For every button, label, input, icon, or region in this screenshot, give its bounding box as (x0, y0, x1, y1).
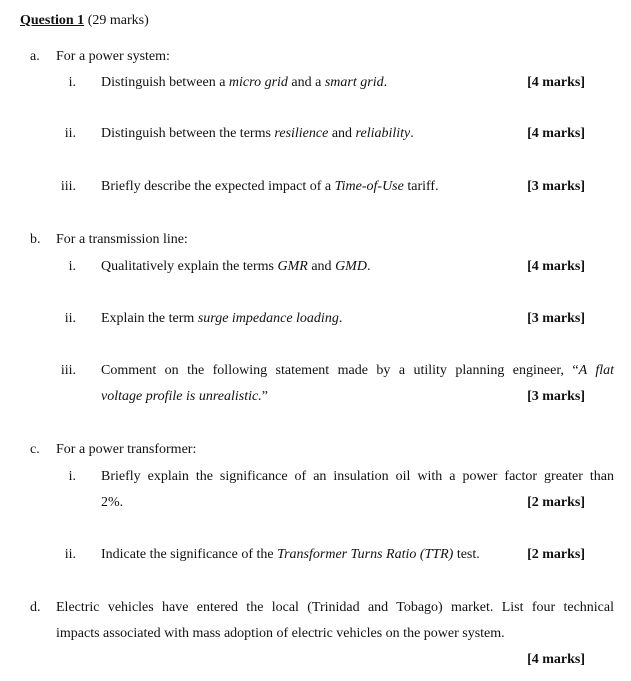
a-i-number: i. (68, 75, 76, 90)
b-iii-marks: [3 marks] (527, 389, 585, 404)
b-iii-text-line2: voltage profile is unrealistic.” (101, 389, 268, 404)
a-iii-text: Briefly describe the expected impact of a Time-of-Use tariff. (101, 179, 439, 194)
b-iii-text-line1: Comment on the following statement made by a utility planning engineer, “A flat (101, 363, 615, 378)
question-heading: Question 1 (20, 13, 85, 28)
b-i-text: Qualitatively explain the terms GMR and GMD. (101, 259, 371, 274)
section-c-label: c. (30, 442, 40, 457)
c-i-text-line2: 2%. (101, 495, 124, 510)
b-iii-number: iii. (60, 363, 76, 378)
section-d-text-line2: impacts associated with mass adoption of electric vehicles on the power system. (56, 626, 505, 641)
c-i-text-line1: Briefly explain the significance of an insulation oil with a power factor greater than (101, 469, 614, 484)
b-ii-text: Explain the term surge impedance loading. (101, 311, 343, 326)
a-ii-text: Distinguish between the terms resilience and reliability. (101, 126, 414, 141)
a-i-text: Distinguish between a micro grid and a smart grid. (101, 75, 388, 90)
section-b-text: For a transmission line: (56, 232, 188, 247)
c-i-marks: [2 marks] (527, 495, 585, 510)
b-ii-marks: [3 marks] (527, 311, 585, 326)
b-ii-number: ii. (64, 311, 76, 326)
section-c-text: For a power transformer: (56, 442, 197, 457)
a-ii-marks: [4 marks] (527, 126, 585, 141)
section-b-label: b. (30, 232, 41, 247)
b-i-marks: [4 marks] (527, 259, 585, 274)
d-marks: [4 marks] (527, 652, 585, 667)
a-iii-number: iii. (60, 179, 76, 194)
b-i-number: i. (68, 259, 76, 274)
c-ii-text: Indicate the significance of the Transformer Turns Ratio (TTR) test. (101, 547, 480, 562)
section-a-label: a. (30, 49, 40, 64)
a-iii-marks: [3 marks] (527, 179, 585, 194)
a-i-marks: [4 marks] (527, 75, 585, 90)
section-d-label: d. (30, 600, 41, 615)
c-ii-marks: [2 marks] (527, 547, 585, 562)
section-a-text: For a power system: (56, 49, 170, 64)
c-i-number: i. (68, 469, 76, 484)
c-ii-number: ii. (64, 547, 76, 562)
a-ii-number: ii. (64, 126, 76, 141)
question-total-marks: (29 marks) (84, 13, 149, 28)
question-title (20, 12, 149, 30)
section-d-text-line1: Electric vehicles have entered the local (Trinidad and Tobago) market. List four technical (56, 600, 614, 615)
